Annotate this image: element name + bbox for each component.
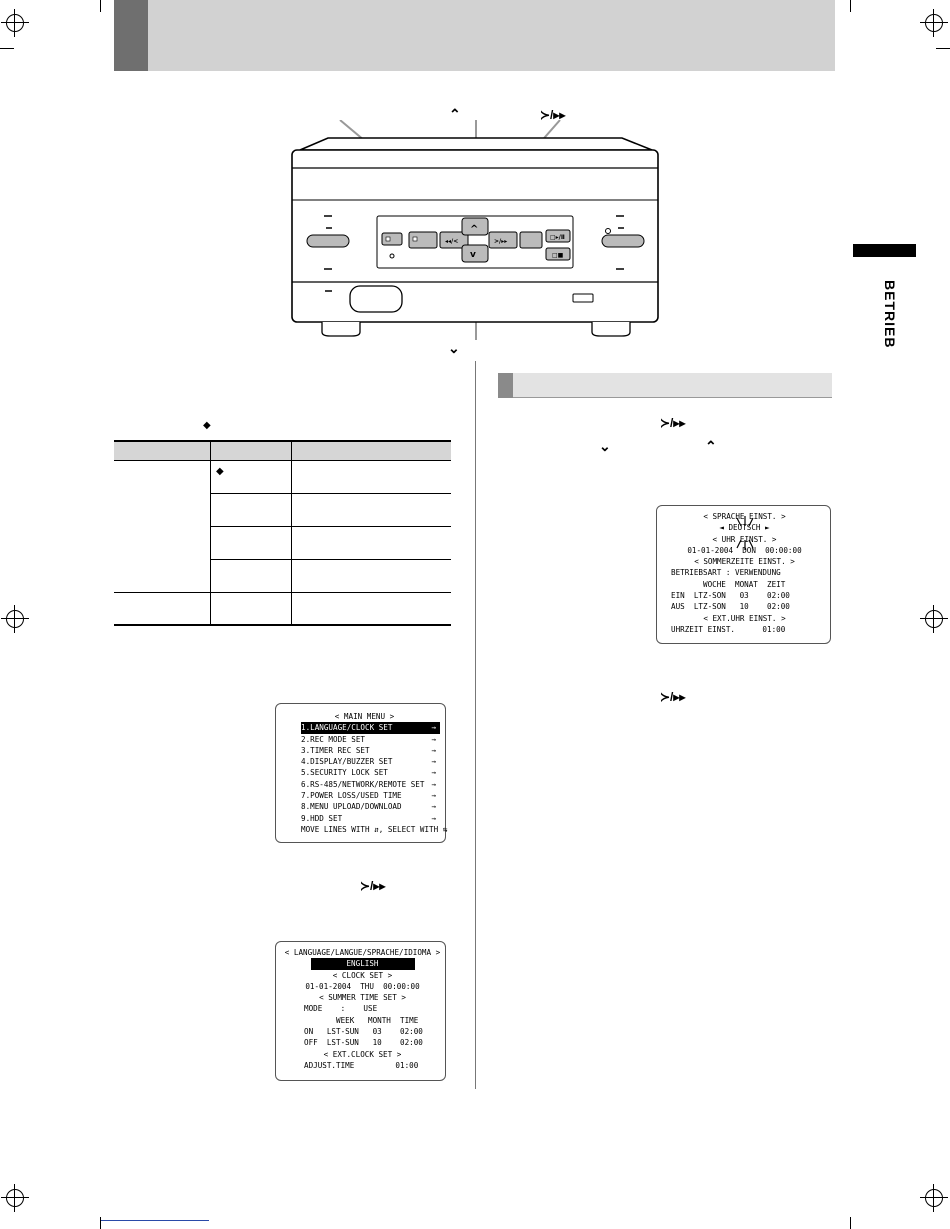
- down-button-label: ⌄: [448, 340, 460, 356]
- lang-de-mode: BETRIEBSART : VERWENDUNG: [671, 568, 781, 578]
- menu-item-label: 9.HDD SET: [301, 813, 343, 823]
- svg-text:v: v: [470, 250, 476, 260]
- registration-mark-bottom-left: [6, 1189, 24, 1207]
- lang-de-ext-heading: < EXT.UHR EINST. >: [703, 613, 786, 623]
- menu-item[interactable]: [301, 745, 440, 756]
- lang-de-title: < SPRACHE EINST. >: [703, 512, 786, 521]
- right-down-symbol: ⌄: [599, 438, 611, 454]
- right-forward-symbol-1: ≻/▸▸: [660, 416, 686, 430]
- header-block: [114, 0, 148, 71]
- main-menu-list: [301, 722, 440, 824]
- language-screen-english: [275, 941, 446, 1081]
- crop-mark: [850, 0, 851, 12]
- crop-mark: [936, 48, 950, 49]
- menu-item[interactable]: [301, 813, 440, 824]
- arrow-right-icon: →: [431, 757, 436, 767]
- forward-button-label: ≻/▸▸: [540, 108, 566, 122]
- svg-text:>/▸▸: >/▸▸: [494, 238, 508, 245]
- forward-symbol-left: ≻/▸▸: [360, 879, 386, 893]
- lang-en-selected-language[interactable]: ENGLISH: [311, 958, 415, 969]
- lang-en-adjust: ADJUST.TIME 01:00: [304, 1060, 419, 1070]
- dvr-device-illustration: [280, 120, 670, 350]
- registration-mark-bottom-right: [925, 1189, 943, 1207]
- section-header-block: [498, 373, 513, 398]
- crop-mark: [850, 1217, 851, 1229]
- lang-de-on-row: EIN LTZ-SON 03 02:00: [671, 591, 790, 601]
- lang-en-on-row: ON LST-SUN 03 02:00: [304, 1027, 423, 1037]
- table-row-rule: [210, 559, 451, 560]
- menu-item[interactable]: [301, 767, 440, 778]
- menu-item-label: 3.TIMER REC SET: [301, 745, 370, 755]
- right-forward-symbol-2: ≻/▸▸: [660, 690, 686, 704]
- arrow-right-icon: →: [431, 779, 436, 789]
- arrow-right-icon: →: [431, 723, 436, 733]
- svg-text:□▸/Ⅱ: □▸/Ⅱ: [550, 234, 565, 241]
- menu-item-label: 2.REC MODE SET: [301, 734, 366, 744]
- up-button-label: ⌃: [449, 106, 461, 122]
- registration-mark-mid-right: [925, 610, 943, 628]
- table-col-divider: [210, 442, 211, 625]
- footer-underline: [101, 1220, 209, 1221]
- lang-de-columns: WOCHE MONAT ZEIT: [671, 579, 786, 589]
- language-screen-german: [656, 505, 831, 644]
- lang-de-summer-heading: < SOMMERZEITE EINST. >: [694, 557, 795, 567]
- lang-de-adjust: UHRZEIT EINST. 01:00: [671, 624, 786, 634]
- arrow-right-icon: →: [431, 791, 436, 801]
- main-menu-screen: [275, 703, 446, 843]
- arrow-right-icon: →: [431, 768, 436, 778]
- menu-item-label: 4.DISPLAY/BUZZER SET: [301, 757, 393, 767]
- lang-de-clock-value: 01-01-2004 DON 00:00:00: [687, 545, 802, 555]
- blinking-indicator-icon: [709, 512, 781, 554]
- menu-item[interactable]: [301, 801, 440, 812]
- svg-text:◂◂/<: ◂◂/<: [445, 238, 459, 245]
- registration-mark-top-right: [925, 14, 943, 32]
- table-marker: ◆: [203, 420, 211, 431]
- menu-item[interactable]: [301, 790, 440, 801]
- table-header-rule: [114, 460, 451, 461]
- crop-mark: [100, 0, 101, 12]
- menu-item[interactable]: [301, 722, 440, 733]
- menu-item[interactable]: [301, 779, 440, 790]
- arrow-right-icon: →: [431, 813, 436, 823]
- lang-de-selected-language[interactable]: ◄ DEUTSCH ►: [719, 523, 770, 533]
- menu-item[interactable]: [301, 734, 440, 745]
- table-row-rule: [210, 493, 451, 494]
- menu-item[interactable]: [301, 756, 440, 767]
- lang-en-clock-heading: < CLOCK SET >: [332, 970, 393, 980]
- lang-en-off-row: OFF LST-SUN 10 02:00: [304, 1038, 423, 1048]
- menu-item-label: 7.POWER LOSS/USED TIME: [301, 791, 402, 801]
- lang-en-mode: MODE : USE: [304, 1004, 378, 1014]
- registration-mark-mid-left: [6, 610, 24, 628]
- menu-item-label: 5.SECURITY LOCK SET: [301, 768, 388, 778]
- main-menu-footer: MOVE LINES WITH ⇵, SELECT WITH ⇆: [301, 824, 448, 834]
- section-header-bar: [498, 373, 832, 398]
- lang-en-ext-heading: < EXT.CLOCK SET >: [323, 1049, 402, 1059]
- side-tab-bar: [853, 244, 916, 257]
- menu-item-label: 8.MENU UPLOAD/DOWNLOAD: [301, 802, 402, 812]
- table-row-rule: [210, 526, 451, 527]
- right-up-symbol: ⌃: [705, 438, 717, 454]
- svg-text:^: ^: [470, 224, 479, 235]
- menu-item-label: 6.RS-485/NETWORK/REMOTE SET: [301, 779, 425, 789]
- table-col-divider: [291, 442, 292, 625]
- crop-mark: [0, 48, 14, 49]
- lang-de-clock-heading: < UHR EINST. >: [712, 534, 777, 544]
- lang-en-columns: WEEK MONTH TIME: [304, 1015, 419, 1025]
- registration-mark-top-left: [6, 14, 24, 32]
- table-row-marker: ◆: [216, 466, 224, 477]
- main-menu-title: < MAIN MENU >: [334, 712, 395, 721]
- lang-en-clock-value: 01-01-2004 THU 00:00:00: [305, 981, 420, 991]
- lang-en-title: < LANGUAGE/LANGUE/SPRACHE/IDIOMA >: [284, 948, 441, 957]
- table-row-rule: [114, 592, 451, 593]
- arrow-right-icon: →: [431, 745, 436, 755]
- menu-item-label: 1.LANGUAGE/CLOCK SET: [301, 723, 393, 733]
- table-bottom-rule: [114, 624, 451, 626]
- column-divider: [475, 361, 476, 1089]
- svg-text:□■: □■: [552, 252, 564, 259]
- lang-de-off-row: AUS LTZ-SON 10 02:00: [671, 602, 790, 612]
- crop-mark: [100, 1217, 101, 1229]
- arrow-right-icon: →: [431, 734, 436, 744]
- side-tab-label: BETRIEB: [882, 280, 898, 349]
- table-header-row: [114, 442, 451, 460]
- lang-en-summer-heading: < SUMMER TIME SET >: [319, 993, 406, 1003]
- header-banner: [114, 0, 835, 71]
- arrow-right-icon: →: [431, 802, 436, 812]
